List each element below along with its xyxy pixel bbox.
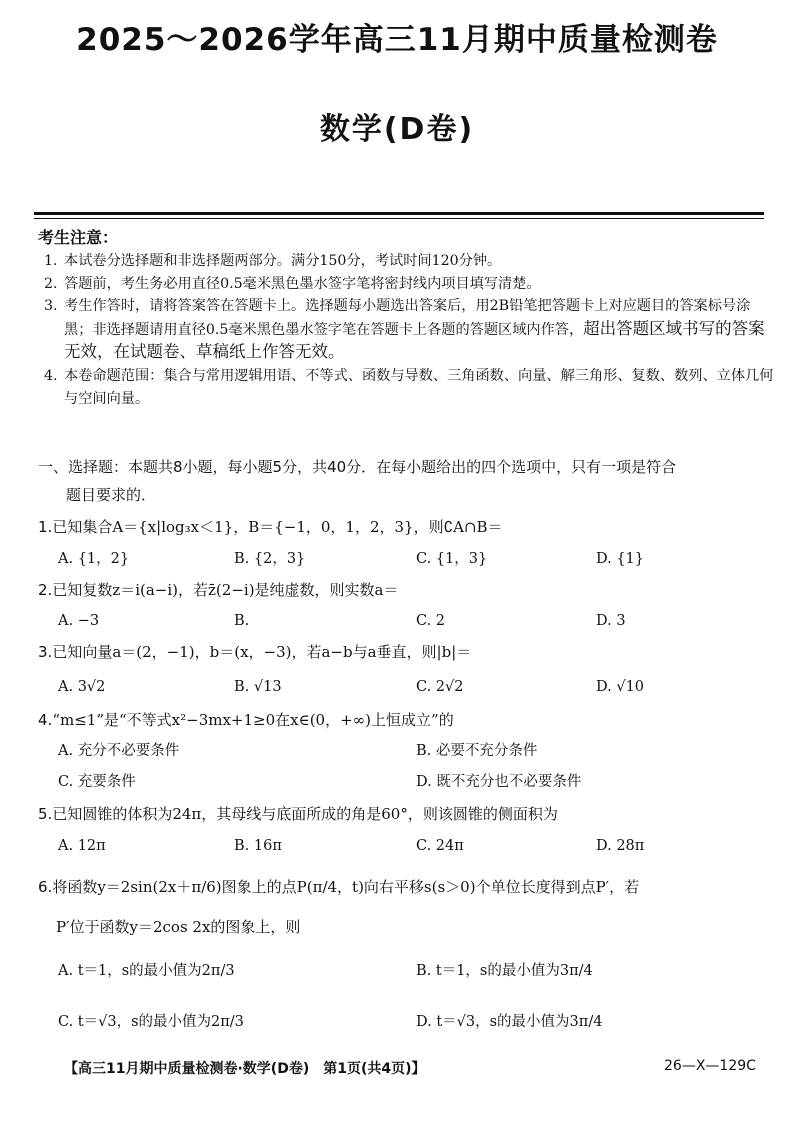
question-2	[38, 580, 399, 600]
notice-item-number: 4.	[44, 367, 58, 384]
question-stem-line1: 将函数y＝2sin(2x＋π/6)图象上的点P(π/4，t)向右平移s(s＞0)个单位长度得到点P′，若	[52, 878, 640, 896]
notice-item-text: 本试卷分选择题和非选择题两部分。满分150分，考试时间120分钟。	[64, 253, 502, 269]
option-a[interactable]: A. −3	[58, 613, 100, 629]
option-d[interactable]: D. 28π	[596, 838, 645, 854]
header-rule-thin	[34, 218, 764, 219]
notice-item-emphasis: 超出答题区域书写的答案无效，在试题卷、草稿纸上作答无效。	[64, 318, 765, 362]
question-5	[38, 804, 558, 824]
question-number: 1.	[38, 518, 53, 536]
option-b[interactable]: B. √13	[234, 679, 282, 695]
option-d[interactable]: D. √10	[596, 679, 645, 695]
option-d[interactable]: D. t＝√3，s的最小值为3π/4	[416, 1014, 603, 1030]
option-c[interactable]: C. 24π	[416, 838, 464, 854]
option-c[interactable]: C. {1，3}	[416, 551, 488, 567]
option-a[interactable]: A. 3√2	[58, 679, 106, 695]
notice-item	[44, 295, 774, 365]
question-stem-line2: P′位于函数y＝2cos 2x的图象上，则	[56, 918, 301, 936]
notice-item	[44, 365, 774, 410]
question-stem: 已知集合A＝{x|log₃x＜1}，B＝{−1，0，1，2，3}，则∁A∩B＝	[52, 518, 503, 536]
option-b[interactable]: B.	[234, 613, 250, 629]
option-d[interactable]: D. 既不充分也不必要条件	[416, 774, 582, 790]
exam-title: 2025～2026学年高三11月期中质量检测卷	[76, 22, 718, 58]
question-stem: 已知向量a＝(2，−1)，b＝(x，−3)，若a−b与a垂直，则|b|＝	[52, 643, 472, 661]
question-number: 3.	[38, 643, 53, 661]
notice-item-number: 1.	[44, 253, 58, 269]
paper-code: 26—X—129C	[664, 1058, 756, 1074]
question-stem: 已知圆锥的体积为24π，其母线与底面所成的角是60°，则该圆锥的侧面积为	[52, 805, 558, 823]
question-1	[38, 517, 503, 537]
page-footer: 【高三11月期中质量检测卷·数学(D卷) 第1页(共4页)】	[64, 1061, 426, 1077]
option-a[interactable]: A. 充分不必要条件	[58, 743, 180, 759]
section-heading	[38, 453, 768, 509]
notice-item-number: 2.	[44, 275, 58, 292]
question-4	[38, 710, 454, 730]
notice-item-text: 本卷命题范围：集合与常用逻辑用语、不等式、函数与导数、三角函数、向量、解三角形、复数、数列、立体几何与空间向量。	[64, 367, 774, 407]
option-a[interactable]: A. t＝1，s的最小值为2π/3	[58, 963, 235, 979]
option-b[interactable]: B. 16π	[234, 838, 282, 854]
notice-item-number: 3.	[44, 298, 58, 315]
question-number: 4.	[38, 711, 53, 729]
option-a[interactable]: A. 12π	[58, 838, 106, 854]
notice-item-text: 答题前，考生务必用直径0.5毫米黑色墨水签字笔将密封线内项目填写清楚。	[64, 275, 541, 292]
notice-item-text: 考生作答时，请将答案答在答题卡上。选择题每小题选出答案后，用2B铅笔把答题卡上对应题目的答案标号涂黑；非选择题请用直径0.5毫米黑色墨水签字笔在答题卡上各题的答题区域内作答，	[64, 298, 751, 338]
option-a[interactable]: A. {1，2}	[58, 551, 130, 567]
option-d[interactable]: D. {1}	[596, 551, 645, 567]
section-heading-line2: 题目要求的．	[66, 486, 157, 504]
header-rule-thick	[34, 212, 764, 215]
section-heading-line1: 一、选择题：本题共8小题，每小题5分，共40分．在每小题给出的四个选项中，只有一项是符合	[38, 458, 677, 476]
option-b[interactable]: B. {2，3}	[234, 551, 306, 567]
notice-title: 考生注意：	[38, 228, 119, 247]
question-stem: 已知复数z＝i(a−i)，若z̄(2−i)是纯虚数，则实数a＝	[52, 581, 399, 599]
option-c[interactable]: C. 2	[416, 613, 446, 629]
option-c[interactable]: C. 2√2	[416, 679, 464, 695]
notice-list	[44, 250, 774, 410]
exam-subtitle: 数学(D卷)	[319, 112, 475, 147]
question-3	[38, 642, 471, 662]
option-c[interactable]: C. t＝√3，s的最小值为2π/3	[58, 1014, 244, 1030]
question-number: 2.	[38, 581, 53, 599]
option-d[interactable]: D. 3	[596, 613, 626, 629]
question-number: 6.	[38, 878, 53, 896]
notice-item	[44, 250, 774, 273]
option-b[interactable]: B. t＝1，s的最小值为3π/4	[416, 963, 593, 979]
question-6	[38, 877, 639, 897]
option-c[interactable]: C. 充要条件	[58, 774, 136, 790]
notice-item	[44, 273, 774, 296]
option-b[interactable]: B. 必要不充分条件	[416, 743, 538, 759]
question-number: 5.	[38, 805, 53, 823]
question-stem: “m≤1”是“不等式x²−3mx+1≥0在x∈(0，+∞)上恒成立”的	[52, 711, 454, 729]
